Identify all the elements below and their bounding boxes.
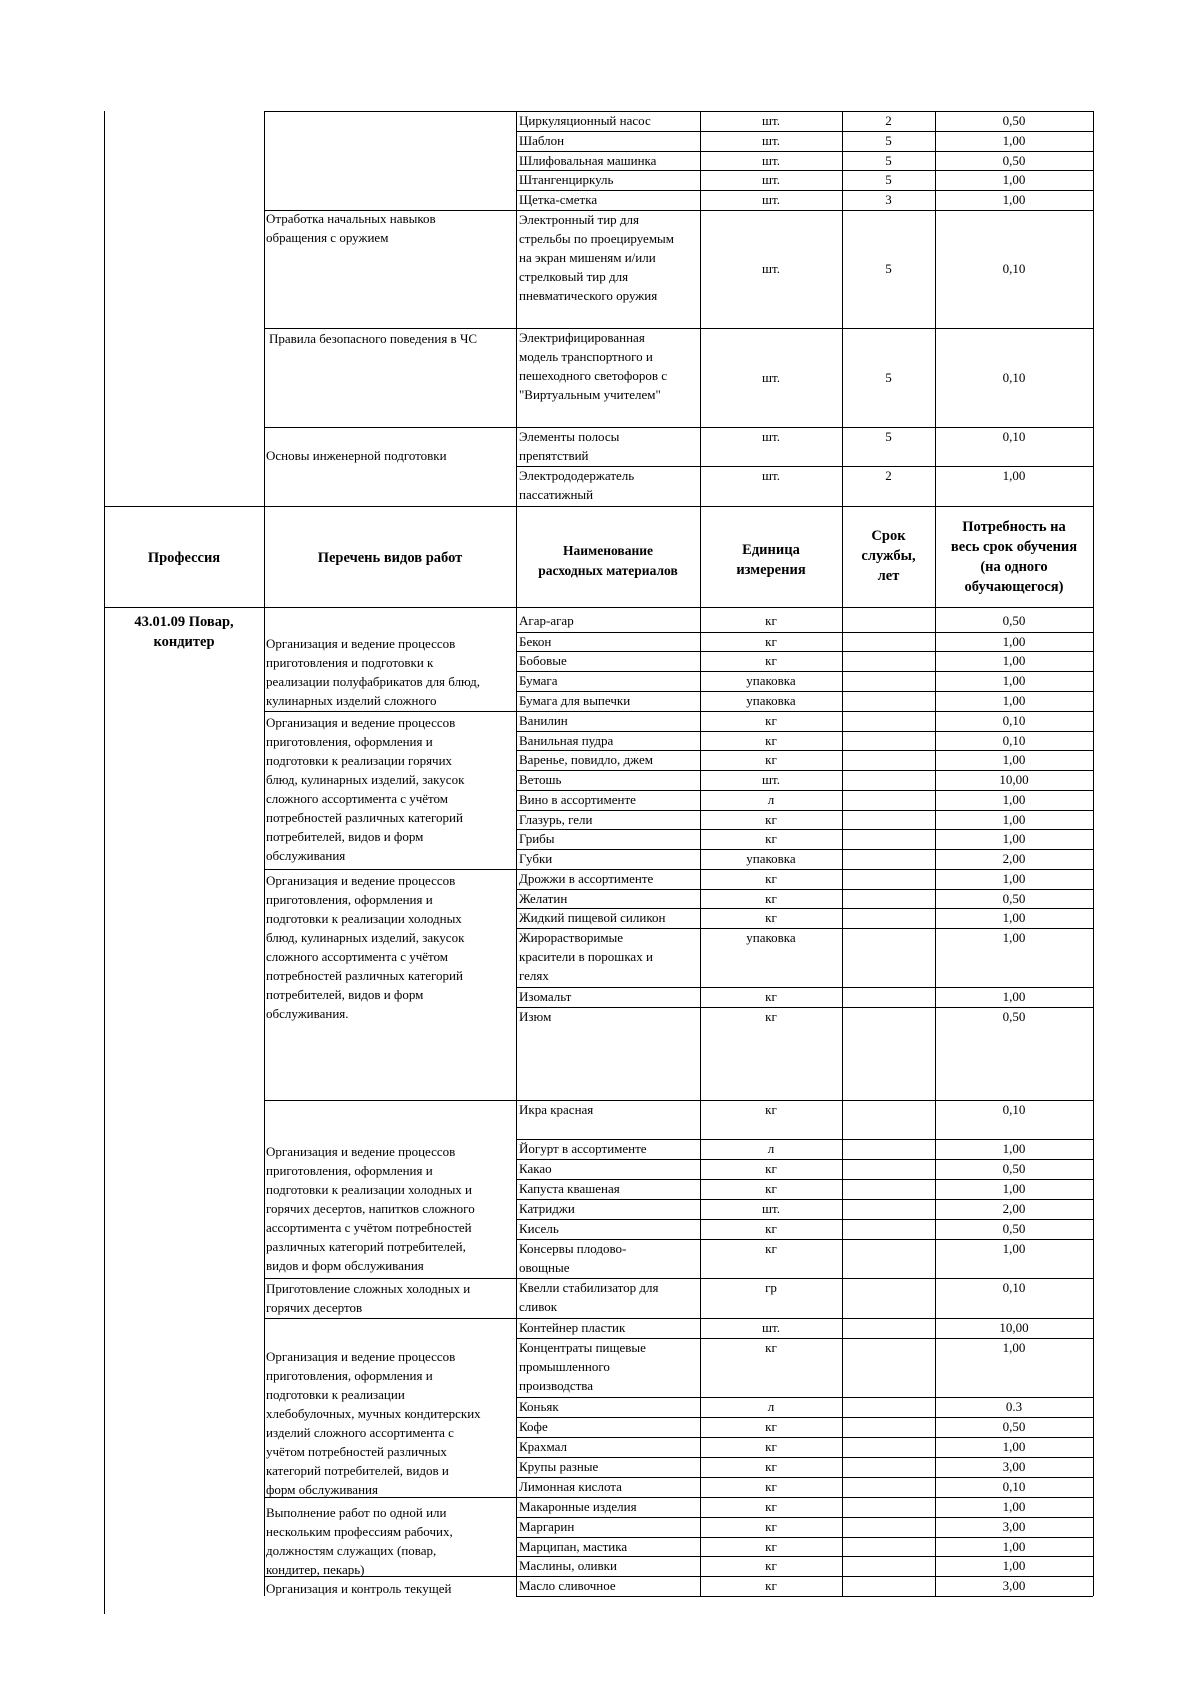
top-row-unit: шт. (762, 153, 780, 168)
material-need: 1,00 (1002, 1558, 1026, 1573)
material-name: Изюм (519, 1009, 552, 1024)
material-need: 1,00 (1002, 1439, 1026, 1454)
material-name: Крахмал (519, 1439, 567, 1454)
material-name: Бекон (519, 634, 552, 649)
row-border (516, 607, 1093, 608)
material-name: Вино в ассортименте (519, 792, 636, 807)
material-name: Квелли стабилизатор для сливок (519, 1280, 659, 1314)
top-row-material: Штангенциркуль (519, 172, 614, 187)
material-unit: упаковка (746, 930, 796, 945)
column-border (1093, 111, 1094, 1596)
material-name: Желатин (519, 891, 568, 906)
material-need: 0,50 (1002, 613, 1026, 628)
top-row-material: Электрифицированная модель транспортного и пешеходного светофоров с "Виртуальным учителем" (519, 330, 667, 402)
material-name: Кисель (519, 1221, 559, 1236)
material-name: Контейнер пластик (519, 1320, 626, 1335)
material-unit: шт. (762, 1201, 780, 1216)
material-need: 1,00 (1002, 653, 1026, 668)
material-name: Агар-агар (519, 613, 574, 628)
material-name: Глазурь, гели (519, 812, 593, 827)
top-row-material: Элементы полосы препятствий (519, 429, 620, 463)
row-border (104, 506, 1093, 507)
material-name: Маслины, оливки (519, 1558, 617, 1573)
works-group-7: Организация и контроль текущей (266, 1581, 452, 1596)
material-unit: л (767, 1399, 775, 1414)
material-unit: кг (765, 1241, 777, 1256)
material-need: 1,00 (1002, 1499, 1026, 1514)
material-need: 0.3 (1005, 1399, 1023, 1414)
material-unit: гр (765, 1280, 777, 1295)
material-unit: кг (765, 831, 777, 846)
material-need: 10,00 (999, 1320, 1029, 1335)
material-need: 1,00 (1002, 673, 1026, 688)
top-row-need: 0,50 (1002, 113, 1026, 128)
top-row-unit: шт. (762, 172, 780, 187)
material-unit: кг (765, 1439, 777, 1454)
material-name: Капуста квашеная (519, 1181, 620, 1196)
top-row-life: 5 (885, 133, 892, 148)
header-works: Перечень видов работ (317, 550, 463, 566)
material-name: Губки (519, 851, 553, 866)
material-need: 3,00 (1002, 1459, 1026, 1474)
material-unit: кг (765, 733, 777, 748)
material-need: 0,10 (1002, 713, 1026, 728)
material-need: 10,00 (999, 772, 1029, 787)
material-name: Кофе (519, 1419, 548, 1434)
top-row-life: 5 (885, 370, 892, 385)
material-name: Ванилин (519, 713, 568, 728)
material-name: Йогурт в ассортименте (519, 1141, 647, 1156)
top-row-need: 0,10 (1002, 429, 1026, 444)
row-border (264, 1100, 516, 1101)
material-name: Макаронные изделия (519, 1499, 637, 1514)
material-unit: шт. (762, 772, 780, 787)
works-group-6: Выполнение работ по одной или нескольким профессиям рабочих, должностям служащих (повар, кондитер, пекарь) (266, 1505, 453, 1577)
material-unit: кг (765, 1181, 777, 1196)
top-work-2: Основы инженерной подготовки (266, 448, 447, 463)
material-need: 2,00 (1002, 851, 1026, 866)
material-need: 1,00 (1002, 752, 1026, 767)
material-unit: упаковка (746, 673, 796, 688)
material-need: 0,50 (1002, 1161, 1026, 1176)
material-need: 1,00 (1002, 1340, 1026, 1355)
material-unit: кг (765, 634, 777, 649)
top-work-1: Правила безопасного поведения в ЧС (269, 331, 478, 346)
top-row-unit: шт. (762, 370, 780, 385)
header-need: Потребность на весь срок обучения (на одного обучающегося) (950, 519, 1078, 595)
material-name: Изомальт (519, 989, 572, 1004)
material-need: 1,00 (1002, 871, 1026, 886)
material-name: Ветошь (519, 772, 562, 787)
material-name: Крупы разные (519, 1459, 599, 1474)
material-unit: кг (765, 891, 777, 906)
material-unit: кг (765, 1009, 777, 1024)
material-need: 1,00 (1002, 693, 1026, 708)
top-row-life: 5 (885, 261, 892, 276)
header-materials: Наименование расходных материалов (538, 543, 678, 578)
material-name: Икра красная (519, 1102, 594, 1117)
material-need: 3,00 (1002, 1519, 1026, 1534)
material-name: Бумага (519, 673, 558, 688)
top-row-life: 2 (885, 468, 892, 483)
top-row-need: 1,00 (1002, 468, 1026, 483)
material-unit: л (767, 792, 775, 807)
material-name: Дрожжи в ассортименте (519, 871, 654, 886)
column-border (104, 111, 105, 1614)
material-unit: кг (765, 1558, 777, 1573)
material-need: 3,00 (1002, 1578, 1026, 1593)
works-group-3: Организация и ведение процессов приготовления, оформления и подготовки к реализации холодных и горячих десертов, напитков сложного ассортимента с учётом потребностей различных категорий потребителей, видов и форм обслуживания (266, 1144, 475, 1273)
material-name: Варенье, повидло, джем (519, 752, 653, 767)
material-unit: кг (765, 989, 777, 1004)
material-unit: кг (765, 1499, 777, 1514)
material-need: 1,00 (1002, 812, 1026, 827)
top-row-material: Шаблон (519, 133, 565, 148)
material-unit: кг (765, 1578, 777, 1593)
top-row-unit: шт. (762, 113, 780, 128)
material-name: Какао (519, 1161, 552, 1176)
material-name: Ванильная пудра (519, 733, 614, 748)
top-row-unit: шт. (762, 429, 780, 444)
top-row-unit: шт. (762, 468, 780, 483)
material-need: 0,10 (1002, 1479, 1026, 1494)
top-row-material: Щетка-сметка (519, 192, 598, 207)
material-need: 1,00 (1002, 910, 1026, 925)
top-row-need: 0,10 (1002, 261, 1026, 276)
profession-name: 43.01.09 Повар, кондитер (134, 614, 234, 650)
material-unit: кг (765, 1519, 777, 1534)
material-name: Жидкий пищевой силикон (519, 910, 666, 925)
works-group-2: Организация и ведение процессов приготовления, оформления и подготовки к реализации холодных блюд, кулинарных изделий, закусок сложного ассортимента с учётом потребностей различных категорий потребителей, видов и форм обслуживания. (266, 873, 465, 1021)
top-row-need: 1,00 (1002, 133, 1026, 148)
material-unit: кг (765, 1221, 777, 1236)
material-need: 1,00 (1002, 792, 1026, 807)
material-need: 1,00 (1002, 1141, 1026, 1156)
top-row-life: 3 (885, 192, 892, 207)
material-name: Бумага для выпечки (519, 693, 631, 708)
material-unit: кг (765, 1102, 777, 1117)
top-row-need: 1,00 (1002, 172, 1026, 187)
material-unit: кг (765, 752, 777, 767)
material-need: 0,10 (1002, 1102, 1026, 1117)
material-unit: л (767, 1141, 775, 1156)
material-name: Грибы (519, 831, 555, 846)
top-row-life: 2 (885, 113, 892, 128)
top-row-material: Циркуляционный насос (519, 113, 651, 128)
material-name: Масло сливочное (519, 1578, 616, 1593)
material-unit: кг (765, 613, 777, 628)
row-border (264, 1318, 516, 1319)
material-need: 1,00 (1002, 1539, 1026, 1554)
top-row-life: 5 (885, 429, 892, 444)
material-need: 0,50 (1002, 1419, 1026, 1434)
material-need: 0,10 (1002, 733, 1026, 748)
top-row-unit: шт. (762, 192, 780, 207)
top-row-material: Электронный тир для стрельбы по проецируемым на экран мишеням и/или стрелковый тир для пневматического оружия (519, 212, 675, 303)
material-need: 1,00 (1002, 1241, 1026, 1256)
top-row-unit: шт. (762, 261, 780, 276)
material-name: Коньяк (519, 1399, 559, 1414)
header-life: Срок службы, лет (861, 528, 916, 584)
material-need: 0,50 (1002, 1009, 1026, 1024)
top-row-need: 1,00 (1002, 192, 1026, 207)
row-border (264, 427, 516, 428)
top-row-need: 0,50 (1002, 153, 1026, 168)
top-row-life: 5 (885, 172, 892, 187)
works-group-5: Организация и ведение процессов приготовления, оформления и подготовки к реализации хлебобулочных, мучных кондитерских изделий сложного ассортимента с учётом потребностей различных категорий потребителей, видов и форм обслуживания (266, 1349, 481, 1497)
material-name: Консервы плодово- овощные (519, 1241, 627, 1275)
material-name: Бобовые (519, 653, 567, 668)
material-need: 0,50 (1002, 891, 1026, 906)
material-need: 2,00 (1002, 1201, 1026, 1216)
top-row-need: 0,10 (1002, 370, 1026, 385)
material-unit: кг (765, 1161, 777, 1176)
material-name: Жирорастворимые красители в порошках и гелях (519, 930, 653, 983)
material-unit: кг (765, 1539, 777, 1554)
material-need: 1,00 (1002, 989, 1026, 1004)
header-profession: Профессия (147, 550, 221, 566)
works-group-0: Организация и ведение процессов приготовления и подготовки к реализации полуфабрикатов для блюд, кулинарных изделий сложного (266, 636, 480, 708)
top-work-0: Отработка начальных навыков обращения с оружием (266, 211, 436, 245)
material-unit: кг (765, 713, 777, 728)
material-name: Катриджи (519, 1201, 575, 1216)
material-unit: кг (765, 1459, 777, 1474)
top-row-material: Шлифовальная машинка (519, 153, 657, 168)
material-unit: упаковка (746, 851, 796, 866)
column-border (516, 111, 517, 1596)
works-group-4: Приготовление сложных холодных и горячих десертов (266, 1281, 471, 1315)
material-name: Лимонная кислота (519, 1479, 622, 1494)
material-unit: кг (765, 1340, 777, 1355)
material-need: 1,00 (1002, 634, 1026, 649)
row-border (516, 1596, 1093, 1597)
material-name: Концентраты пищевые промышленного производства (519, 1340, 646, 1393)
material-need: 1,00 (1002, 930, 1026, 945)
column-border (842, 111, 843, 1596)
material-unit: шт. (762, 1320, 780, 1335)
material-need: 1,00 (1002, 1181, 1026, 1196)
material-unit: кг (765, 812, 777, 827)
material-unit: кг (765, 910, 777, 925)
material-name: Марципан, мастика (519, 1539, 628, 1554)
top-row-material: Электрододержатель пассатижный (519, 468, 635, 502)
material-need: 1,00 (1002, 831, 1026, 846)
row-border (264, 111, 516, 112)
material-unit: кг (765, 1479, 777, 1494)
header-unit: Единица измерения (736, 542, 806, 578)
material-need: 0,50 (1002, 1221, 1026, 1236)
material-need: 0,10 (1002, 1280, 1026, 1295)
material-unit: кг (765, 871, 777, 886)
material-unit: кг (765, 1419, 777, 1434)
material-unit: кг (765, 653, 777, 668)
top-row-unit: шт. (762, 133, 780, 148)
material-unit: упаковка (746, 693, 796, 708)
works-group-1: Организация и ведение процессов приготовления, оформления и подготовки к реализации горячих блюд, кулинарных изделий, закусок сложного ассортимента с учётом потребностей различных категорий потребителей, видов и форм обслуживания (266, 715, 465, 863)
material-name: Маргарин (519, 1519, 575, 1534)
top-row-life: 5 (885, 153, 892, 168)
